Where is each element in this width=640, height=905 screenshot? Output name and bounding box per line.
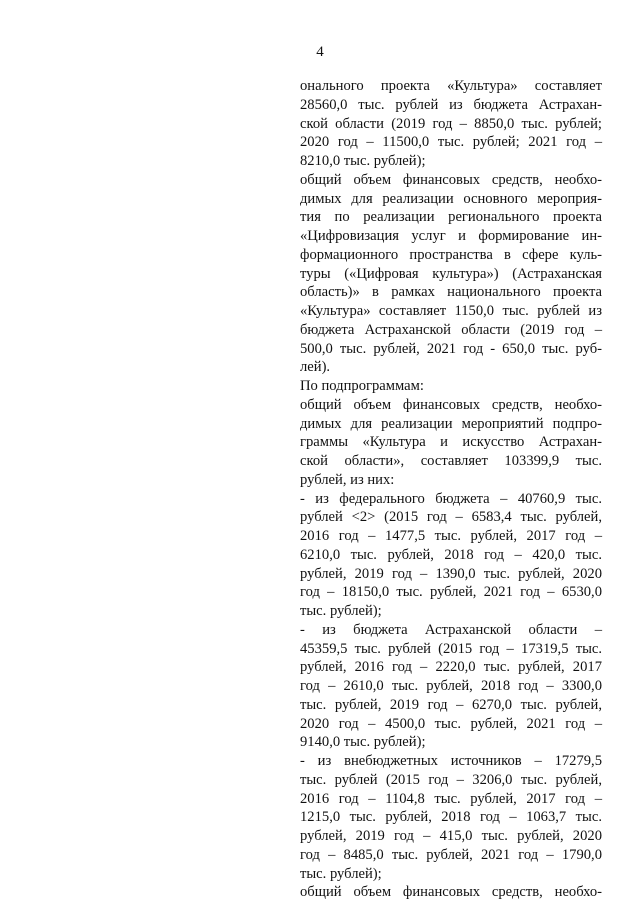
text-line: 6210,0 тыс. рублей, 2018 год – 420,0 тыс. (300, 546, 602, 563)
text-line: 2020 год – 4500,0 тыс. рублей, 2021 год – (300, 715, 602, 732)
text-line: бюджета Астраханской области (2019 год – (300, 321, 602, 338)
text-line: рублей, 2019 год – 1390,0 тыс. рублей, 2020 (300, 565, 602, 582)
text-line: 2020 год – 11500,0 тыс. рублей; 2021 год – (300, 134, 602, 151)
text-line: 2016 год – 1477,5 тыс. рублей, 2017 год – (300, 528, 602, 544)
text-line: тыс. рублей); (300, 865, 382, 882)
text-line: общий объем финансовых средств, необхо- (300, 396, 602, 413)
text-line: 2016 год – 1104,8 тыс. рублей, 2017 год – (300, 790, 602, 807)
text-line: 1215,0 тыс. рублей, 2018 год – 1063,7 тыс. (300, 809, 602, 826)
text-line: рублей, 2016 год – 2220,0 тыс. рублей, 2017 (300, 659, 602, 676)
text-line: год – 2610,0 тыс. рублей, 2018 год – 3300,0 (300, 678, 602, 694)
text-line: «Культура» составляет 1150,0 тыс. рублей из (300, 303, 602, 319)
text-line: область)» в рамках национального проекта (300, 284, 602, 301)
text-line: общий объем финансовых средств, необхо- (300, 884, 602, 901)
text-line: - из бюджета Астраханской области – (300, 621, 602, 638)
text-line: формационного пространства в сфере куль- (300, 246, 602, 263)
text-line: туры («Цифровая культура») (Астраханская (300, 265, 602, 282)
text-line: - из федерального бюджета – 40760,9 тыс. (300, 490, 602, 507)
text-line: рублей <2> (2015 год – 6583,4 тыс. рублей, (300, 509, 602, 526)
text-line: ской области (2019 год – 8850,0 тыс. рублей; (300, 115, 602, 132)
text-line: 8210,0 тыс. рублей); (300, 153, 426, 169)
text-line: лей). (300, 359, 331, 376)
text-line: рублей, 2019 год – 415,0 тыс. рублей, 2020 (300, 828, 602, 844)
text-line: По подпрограммам: (300, 378, 424, 394)
text-line: год – 18150,0 тыс. рублей, 2021 год – 6530,0 (300, 584, 602, 601)
text-line: ской области», составляет 103399,9 тыс. (300, 453, 602, 469)
text-line: 28560,0 тыс. рублей из бюджета Астрахан- (300, 96, 602, 113)
text-line: граммы «Культура и искусство Астрахан- (300, 434, 602, 451)
text-line: 9140,0 тыс. рублей); (300, 734, 426, 751)
page-number: 4 (316, 44, 324, 60)
text-line: 500,0 тыс. рублей, 2021 год - 650,0 тыс. руб- (300, 340, 602, 357)
text-line: рублей, из них: (300, 471, 395, 488)
text-line: димых для реализации основного мероприя- (300, 190, 602, 207)
text-line: общий объем финансовых средств, необхо- (300, 171, 602, 188)
text-line: тыс. рублей (2015 год – 3206,0 тыс. рублей, (300, 771, 602, 788)
text-line: тия по реализации регионального проекта (300, 209, 602, 226)
text-line: «Цифровизация услуг и формирование ин- (300, 228, 602, 244)
text-line: 45359,5 тыс. рублей (2015 год – 17319,5 тыс. (300, 640, 602, 657)
text-line: онального проекта «Культура» составляет (300, 78, 602, 94)
text-line: тыс. рублей, 2019 год – 6270,0 тыс. рублей, (300, 696, 602, 713)
text-line: год – 8485,0 тыс. рублей, 2021 год – 1790,0 (300, 846, 602, 863)
text-line: тыс. рублей); (300, 603, 382, 619)
text-line: - из внебюджетных источников – 17279,5 (300, 753, 602, 769)
document-text (300, 77, 602, 902)
text-line: димых для реализации мероприятий подпро- (300, 415, 602, 432)
